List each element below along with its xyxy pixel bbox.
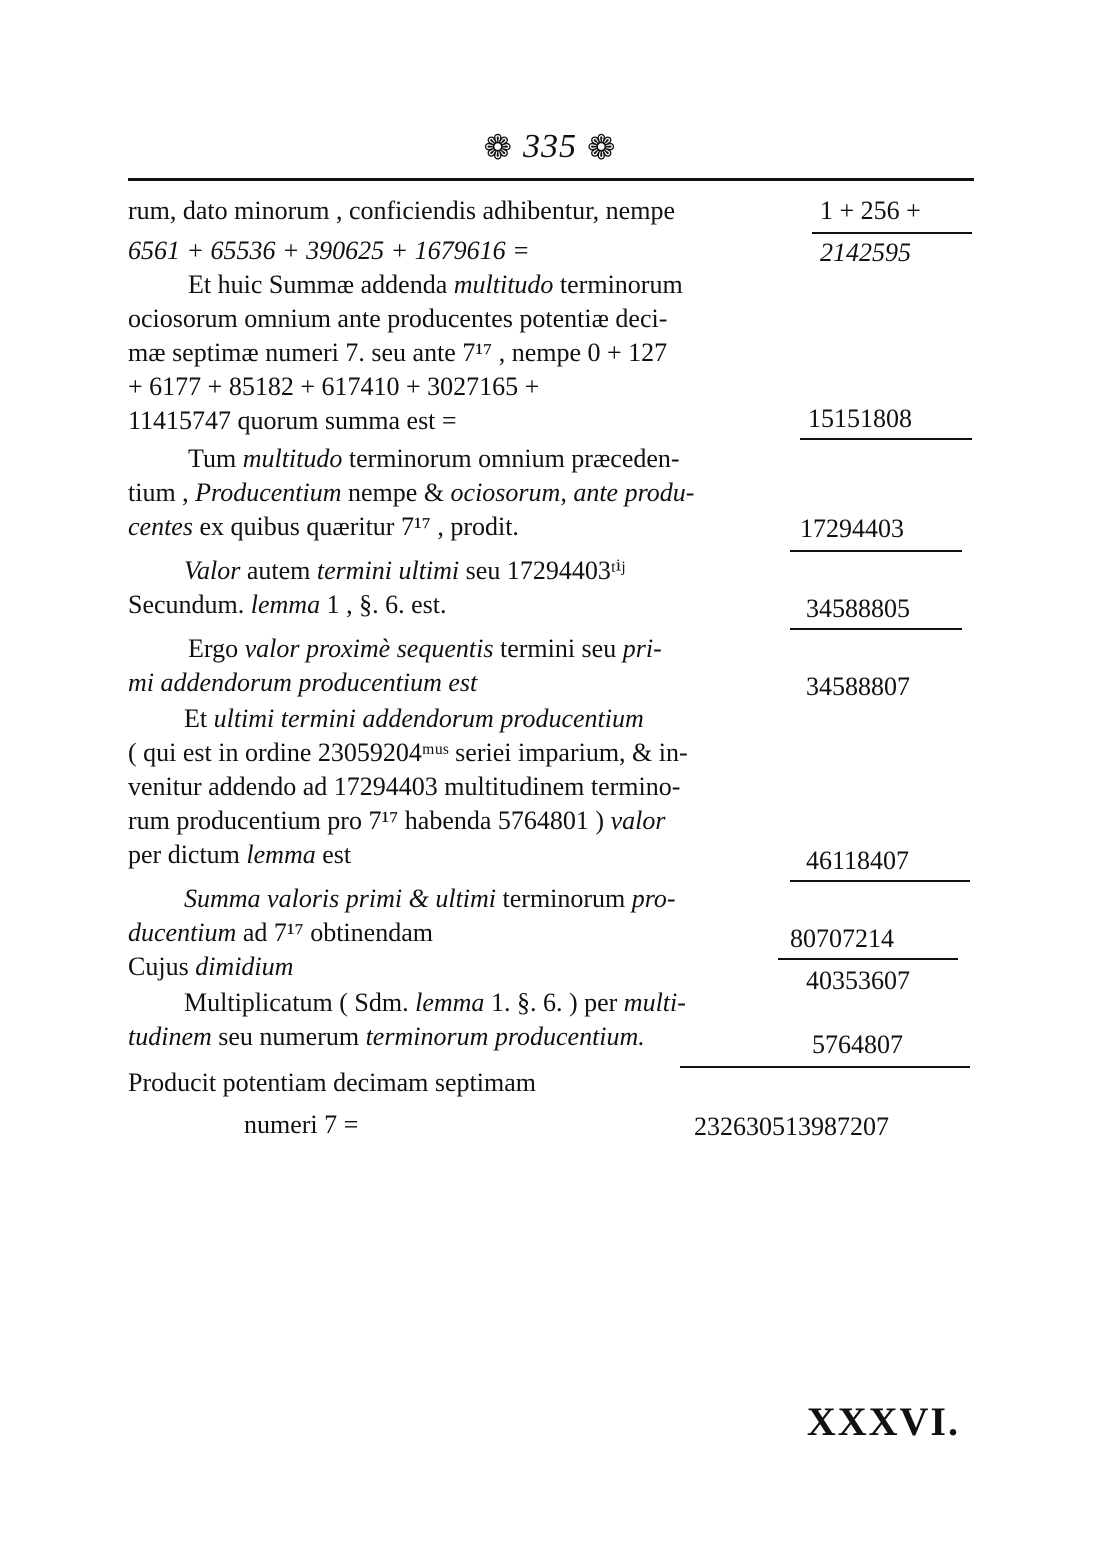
value-last-term: 34588805 (806, 594, 910, 623)
text-line: ducentium ad 7¹⁷ obtinendam (128, 918, 433, 947)
text-line: mæ septimæ numeri 7. seu ante 7¹⁷ , nempe 0 + 127 (128, 338, 668, 367)
text-line: Secundum. lemma 1 , §. 6. est. (128, 590, 447, 619)
value-half: 40353607 (806, 966, 910, 995)
text-line: Valor autem termini ultimi seu 17294403ᵗⁱʲ (184, 556, 626, 585)
text-line: venitur addendo ad 17294403 multitudinem termino- (128, 772, 681, 801)
value-sum: 2142595 (820, 238, 911, 267)
catchword: XXXVI. (806, 1399, 960, 1444)
text-line: Et ultimi termini addendorum producentium (184, 704, 644, 733)
text-line: mi addendorum producentium est (128, 668, 478, 697)
value-sum-start: 1 + 256 + (820, 196, 921, 225)
text-line: ociosorum omnium ante producentes potentiæ deci- (128, 304, 668, 333)
ornament-left-icon: ❁ (483, 130, 513, 167)
ornament-right-icon: ❁ (587, 130, 617, 167)
rule (800, 438, 972, 440)
value-multitude: 17294403 (800, 514, 904, 543)
text-line: centes ex quibus quæritur 7¹⁷ , prodit. (128, 512, 519, 541)
value-otiose-sum: 15151808 (808, 404, 912, 433)
text-line: tudinem seu numerum terminorum producentium. (128, 1022, 645, 1051)
text-line: Cujus dimidium (128, 952, 294, 981)
text-line: ( qui est in ordine 23059204ᵐᵘˢ seriei imparium, & in- (128, 738, 688, 767)
text-line: rum, dato minorum , conficiendis adhibentur, nempe (128, 196, 675, 225)
text-line: tium , Producentium nempe & ociosorum, ante produ- (128, 478, 695, 507)
rule (680, 1066, 970, 1068)
value-multiplier: 5764807 (812, 1030, 903, 1059)
text-line: Et huic Summæ addenda multitudo terminorum (188, 270, 683, 299)
rule (778, 958, 958, 960)
text-line: Multiplicatum ( Sdm. lemma 1. §. 6. ) per multi- (184, 988, 686, 1017)
text-line: + 6177 + 85182 + 617410 + 3027165 + (128, 372, 540, 401)
rule (790, 628, 962, 630)
page-header (0, 128, 1100, 168)
rule (812, 232, 972, 234)
text-line: Ergo valor proximè sequentis termini seu pri- (188, 634, 662, 663)
value-sum-first-last: 80707214 (790, 924, 894, 953)
text-line: 11415747 quorum summa est = (128, 406, 457, 435)
value-next-term: 34588807 (806, 672, 910, 701)
page-number: 335 (523, 128, 577, 165)
header-rule (128, 178, 974, 181)
text-line: per dictum lemma est (128, 840, 352, 869)
text-line: rum producentium pro 7¹⁷ habenda 5764801 ) valor (128, 806, 666, 835)
value-result-power: 232630513987207 (694, 1112, 889, 1141)
text-line: Producit potentiam decimam septimam (128, 1068, 536, 1097)
text-line: Tum multitudo terminorum omnium præceden- (188, 444, 680, 473)
text-line: 6561 + 65536 + 390625 + 1679616 = (128, 236, 530, 265)
text-line: numeri 7 = (244, 1110, 359, 1139)
rule (790, 550, 962, 552)
rule (790, 880, 970, 882)
value-ultimate-term: 46118407 (806, 846, 910, 875)
text-line: Summa valoris primi & ultimi terminorum pro- (184, 884, 676, 913)
